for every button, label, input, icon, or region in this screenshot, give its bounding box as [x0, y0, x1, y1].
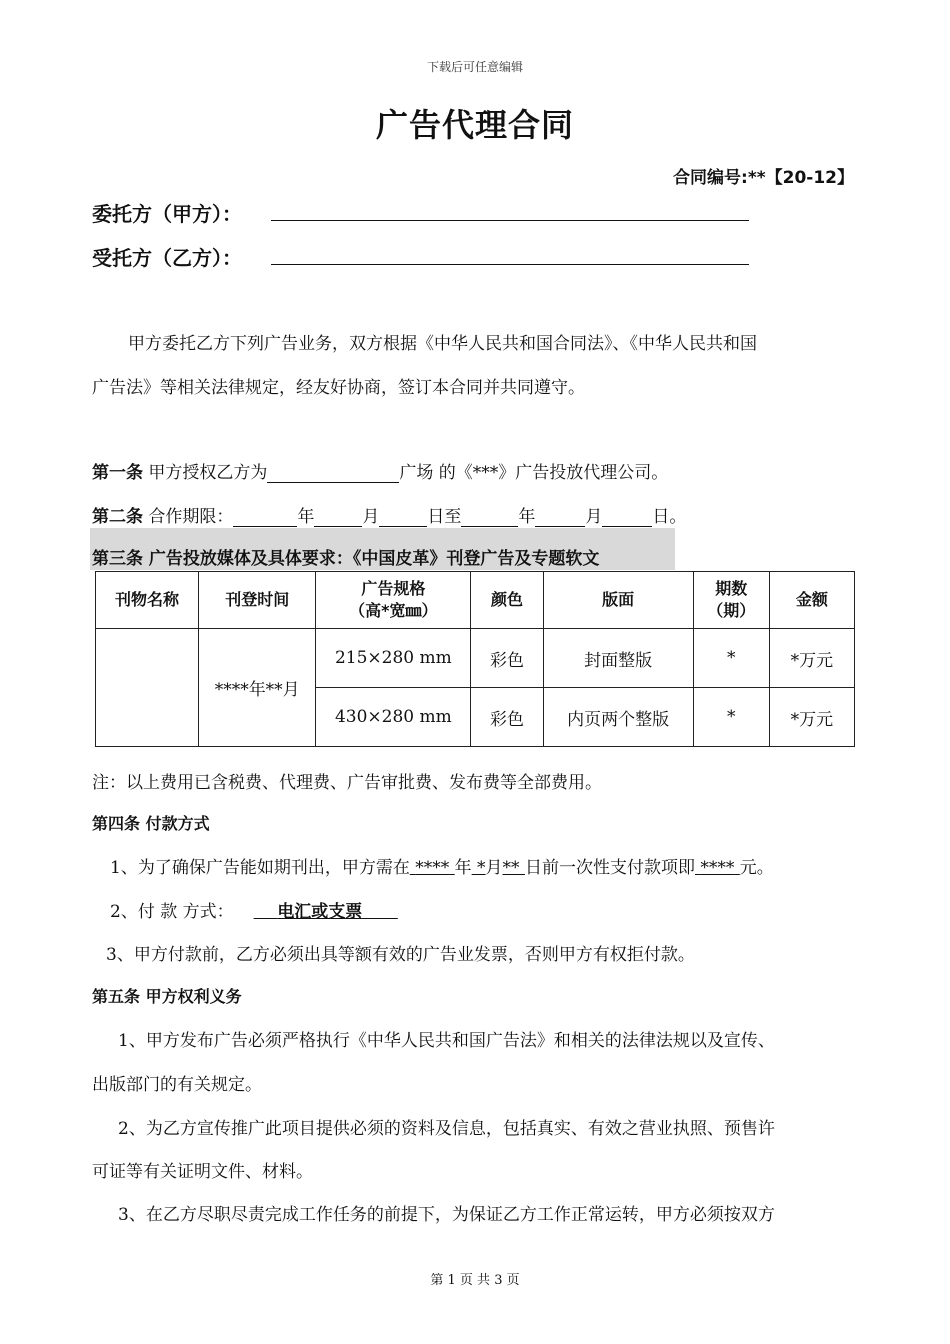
- pay-amount-field: [695, 858, 740, 878]
- cell-issues: *: [693, 688, 769, 747]
- article-5-item-3-line1: 3、在乙方尽职尽责完成工作任务的前提下，为保证乙方工作正常运转，甲方必须按双方: [118, 1205, 775, 1225]
- article-4-item-1: [110, 853, 774, 878]
- start-year-blank: [233, 508, 297, 527]
- article-4-item-3: 3、甲方付款前，乙方必须出具等额有效的广告业发票，否则甲方有权拒付款。: [106, 945, 695, 965]
- contract-number: 合同编号:**【20-12】: [673, 168, 854, 188]
- article-5-item-1-line1: 1、甲方发布广告必须严格执行《中华人民共和国广告法》和相关的法律法规以及宣传、: [118, 1031, 775, 1051]
- intro-paragraph-line2: 广告法》等相关法律规定，经友好协商，签订本合同并共同遵守。: [92, 378, 585, 398]
- cell-layout: 封面整版: [543, 629, 693, 688]
- item-2-label: 2、付 款 方式：: [110, 902, 234, 922]
- col-amount: 金额: [769, 572, 854, 629]
- cell-amount: *万元: [769, 688, 854, 747]
- col-issues: [693, 572, 769, 629]
- item-1-text-a: 1、为了确保广告能如期刊出，甲方需在: [110, 858, 410, 878]
- pay-day-value: **: [502, 858, 520, 878]
- cell-layout: 内页两个整版: [543, 688, 693, 747]
- year-label-2: 年: [518, 507, 536, 527]
- end-month-blank: [535, 508, 585, 527]
- cell-publication: [96, 629, 199, 747]
- pay-year-field: [410, 858, 455, 878]
- col-ad-size: [316, 572, 471, 629]
- col-publication: 刊物名称: [96, 572, 199, 629]
- end-day-blank: [602, 508, 652, 527]
- article-4-item-2: [110, 897, 398, 922]
- month-label-2: 月: [585, 507, 603, 527]
- item-1-month-label: 月: [485, 858, 503, 878]
- document-title: 广告代理合同: [375, 106, 574, 144]
- end-year-blank: [461, 508, 518, 527]
- col-ad-size-line2: （高*宽㎜）: [349, 601, 438, 620]
- article-3-heading: 第三条 广告投放媒体及具体要求：《中国皮革》刊登广告及专题软文: [92, 549, 600, 569]
- article-1: [92, 458, 668, 483]
- article-5-heading: 第五条 甲方权利义务: [92, 987, 242, 1006]
- article-1-label: 第一条: [92, 463, 143, 483]
- article-1-text-a: 甲方授权乙方为: [148, 463, 268, 483]
- cell-publish-time: ****年**月: [199, 629, 316, 747]
- payment-method-value: [254, 902, 398, 922]
- pay-month-value: *: [477, 858, 486, 878]
- year-label-1: 年: [297, 507, 315, 527]
- day-label-2: 日。: [652, 507, 687, 527]
- table-row: [96, 629, 855, 688]
- party-a-blank-line: [271, 219, 749, 221]
- header-note: 下载后可任意编辑: [426, 60, 523, 74]
- fee-note: 注：以上费用已含税费、代理费、广告审批费、发布费等全部费用。: [92, 773, 602, 793]
- article-5-item-2-line1: 2、为乙方宣传推广此项目提供必须的资料及信息，包括真实、有效之营业执照、预售许: [118, 1119, 775, 1139]
- cell-size: 215×280 mm: [316, 629, 471, 688]
- col-issues-line2: （期）: [707, 601, 756, 620]
- cell-issues: *: [693, 629, 769, 688]
- article-4-heading: 第四条 付款方式: [92, 814, 210, 833]
- table-header-row: [96, 572, 855, 629]
- day-label-1: 日至: [427, 507, 462, 527]
- month-label-1: 月: [362, 507, 380, 527]
- cell-color: 彩色: [471, 629, 543, 688]
- col-ad-size-line1: 广告规格: [361, 579, 426, 598]
- page-footer: 第 1 页 共 3 页: [430, 1273, 520, 1288]
- pay-amount-value: ****: [700, 858, 735, 878]
- item-1-text-g: 日前一次性支付款项即: [524, 858, 695, 878]
- payment-method-text: 电汇或支票: [277, 902, 363, 922]
- party-b-label: 受托方（乙方）：: [92, 246, 242, 270]
- article-1-text-b: 广场 的《***》广告投放代理公司。: [399, 463, 669, 483]
- col-publish-time: 刊登时间: [199, 572, 316, 629]
- item-1-year-label: 年: [454, 858, 472, 878]
- cell-color: 彩色: [471, 688, 543, 747]
- col-issues-line1: 期数: [715, 579, 748, 598]
- party-b-blank-line: [271, 263, 749, 265]
- article-2: [92, 502, 686, 527]
- article-2-label: 第二条: [92, 507, 143, 527]
- col-layout: 版面: [543, 572, 693, 629]
- cell-amount: *万元: [769, 629, 854, 688]
- col-color: 颜色: [471, 572, 543, 629]
- article-5-item-2-line2: 可证等有关证明文件、材料。: [92, 1162, 313, 1182]
- pay-day-field: [503, 858, 525, 878]
- article-5-item-1-line2: 出版部门的有关规定。: [92, 1075, 262, 1095]
- start-month-blank: [314, 508, 362, 527]
- party-a-label: 委托方（甲方）：: [92, 202, 242, 226]
- cell-size: 430×280 mm: [316, 688, 471, 747]
- intro-paragraph-line1: 甲方委托乙方下列广告业务，双方根据《中华人民共和国合同法》、《中华人民共和国: [128, 334, 757, 354]
- item-1-text-i: 元。: [739, 858, 774, 878]
- pay-month-field: [472, 858, 486, 878]
- article-1-blank: [267, 464, 399, 483]
- ad-spec-table: [95, 571, 855, 747]
- pay-year-value: ****: [415, 858, 450, 878]
- article-2-text: 合作期限：: [148, 507, 234, 527]
- start-day-blank: [379, 508, 427, 527]
